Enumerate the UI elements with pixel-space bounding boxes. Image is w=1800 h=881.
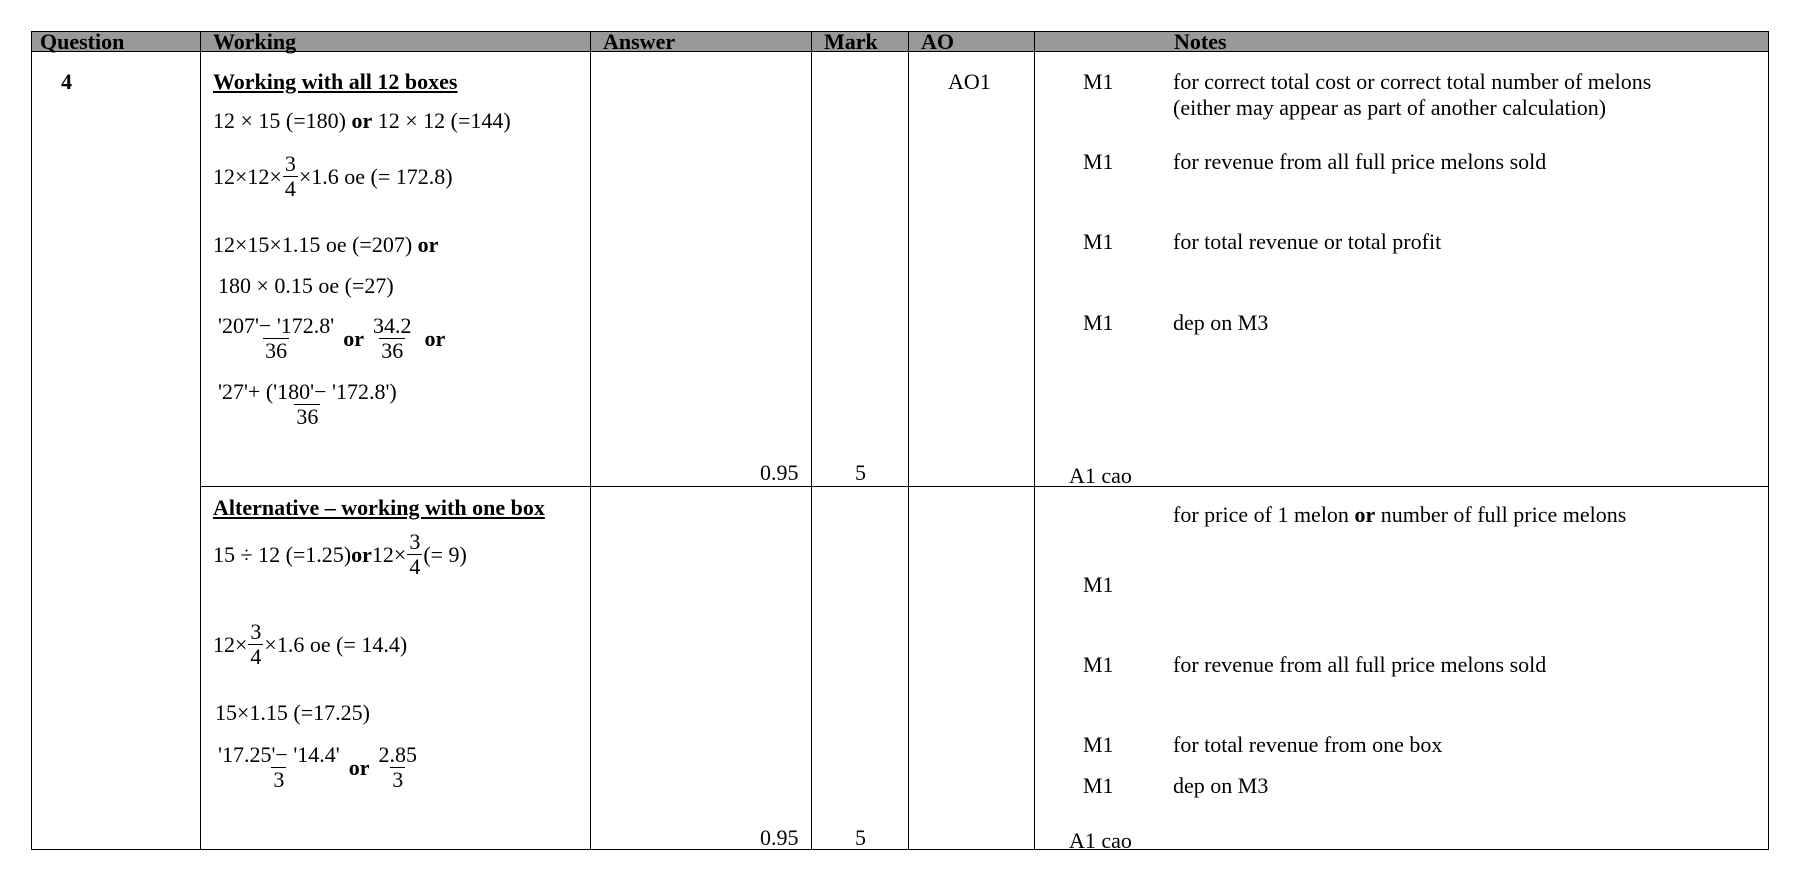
- working-line: '27'+ ('180'− '172.8') 36: [218, 379, 397, 429]
- mark-code: A1 cao: [1069, 828, 1132, 853]
- note-text: dep on M3: [1173, 310, 1269, 335]
- note-text: for revenue from all full price melons sold: [1173, 652, 1547, 677]
- mark-code: M1: [1083, 310, 1114, 335]
- working-line: 15 ÷ 12 (=1.25) or 12× $\frac{3}{4}$ (= 9): [213, 529, 467, 579]
- working-line: 15×1.15 (=17.25): [215, 700, 370, 725]
- working-line: 12 × 15 (=180) or 12 × 12 (=144): [213, 108, 511, 133]
- working-heading: Working with all 12 boxes: [213, 69, 458, 94]
- ao-value: AO1: [948, 69, 991, 94]
- working-heading: Alternative – working with one box: [213, 495, 545, 520]
- mark-code: M1: [1083, 69, 1114, 94]
- note-text: for price of 1 melon or number of full price melons: [1173, 502, 1627, 527]
- column-divider: [908, 32, 909, 849]
- column-divider: [200, 32, 201, 849]
- note-text: for correct total cost or correct total number of melons: [1173, 69, 1652, 94]
- note-text: dep on M3: [1173, 773, 1269, 798]
- mark-code: A1 cao: [1069, 463, 1132, 488]
- working-line: 12×12× $\frac{3}{4}$ ×1.6 oe (= 172.8): [213, 151, 453, 201]
- answer-value: 0.95: [760, 825, 799, 850]
- note-text: for total revenue or total profit: [1173, 229, 1442, 254]
- header-mark: Mark: [824, 29, 878, 54]
- column-divider: [811, 32, 812, 849]
- working-line: '207'− '172.8' 36 or 34.2 36 or: [218, 313, 446, 363]
- question-number: 4: [61, 69, 72, 94]
- header-answer: Answer: [603, 29, 676, 54]
- note-text: for revenue from all full price melons sold: [1173, 149, 1547, 174]
- mark-code: M1: [1083, 652, 1114, 677]
- mark-code: M1: [1083, 773, 1114, 798]
- mark-code: M1: [1083, 732, 1114, 757]
- header-notes: Notes: [1174, 29, 1227, 54]
- column-divider: [1034, 32, 1035, 849]
- note-text: for total revenue from one box: [1173, 732, 1443, 757]
- row-divider: [200, 486, 1768, 487]
- working-line: 180 × 0.15 oe (=27): [218, 273, 394, 298]
- header-question: Question: [40, 29, 125, 54]
- mark-code: M1: [1083, 149, 1114, 174]
- working-line: 12×15×1.15 oe (=207) or: [213, 232, 439, 257]
- mark-code: M1: [1083, 572, 1114, 597]
- mark-value: 5: [855, 460, 866, 485]
- table-header: [32, 29, 1768, 54]
- mark-code: M1: [1083, 229, 1114, 254]
- working-line: 12× $\frac{3}{4}$ ×1.6 oe (= 14.4): [213, 619, 408, 669]
- column-divider: [590, 32, 591, 849]
- answer-value: 0.95: [760, 460, 799, 485]
- header-ao: AO: [921, 29, 954, 54]
- note-text: (either may appear as part of another calculation): [1173, 95, 1607, 120]
- working-line: '17.25'− '14.4' 3 or 2.85 3: [218, 742, 418, 792]
- mark-scheme-table: [31, 29, 1769, 853]
- header-working: Working: [213, 29, 297, 54]
- mark-value: 5: [855, 825, 866, 850]
